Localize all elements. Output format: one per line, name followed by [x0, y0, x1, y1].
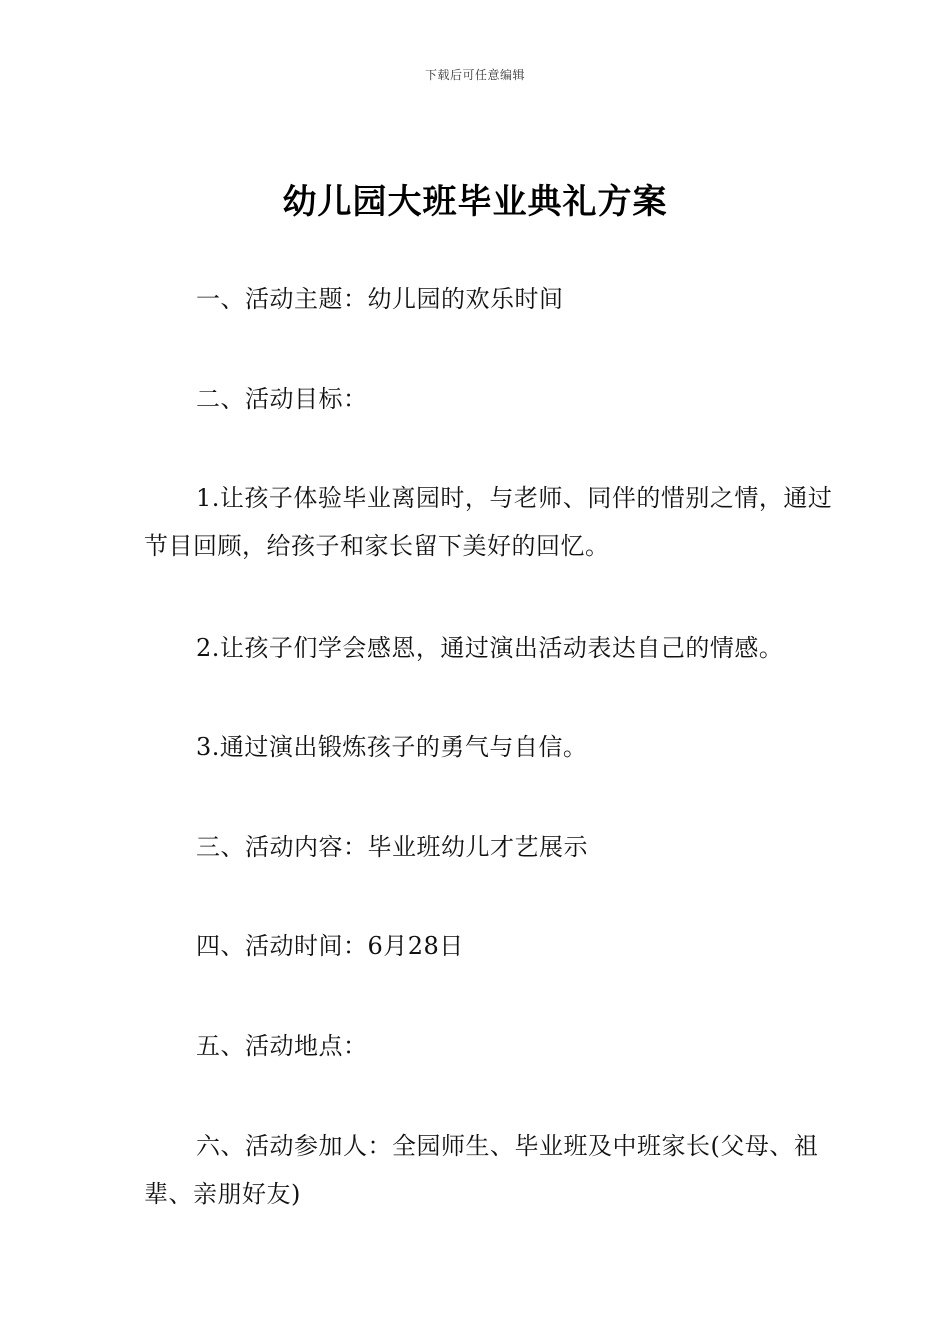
section-content: 三、活动内容：毕业班幼儿才艺展示: [196, 833, 588, 861]
section-location: 五、活动地点：: [196, 1032, 368, 1060]
section-time: 四、活动时间：6月28日: [196, 932, 464, 960]
section-goals-heading: 二、活动目标：: [196, 385, 368, 413]
goal-item-2: 2.让孩子们学会感恩，通过演出活动表达自己的情感。: [196, 634, 784, 662]
section-theme: 一、活动主题：幼儿园的欢乐时间: [196, 285, 564, 313]
header-note: 下载后可任意编辑: [424, 68, 525, 82]
section-participants: 六、活动参加人：全园师生、毕业班及中班家长(父母、祖辈、亲朋好友): [144, 1132, 819, 1208]
goal-item-1: 1.让孩子体验毕业离园时，与老师、同伴的惜别之情，通过节目回顾，给孩子和家长留下美好的回忆。: [144, 484, 833, 560]
goal-item-3: 3.通过演出锻炼孩子的勇气与自信。: [196, 733, 588, 761]
document-title: 幼儿园大班毕业典礼方案: [282, 182, 668, 222]
